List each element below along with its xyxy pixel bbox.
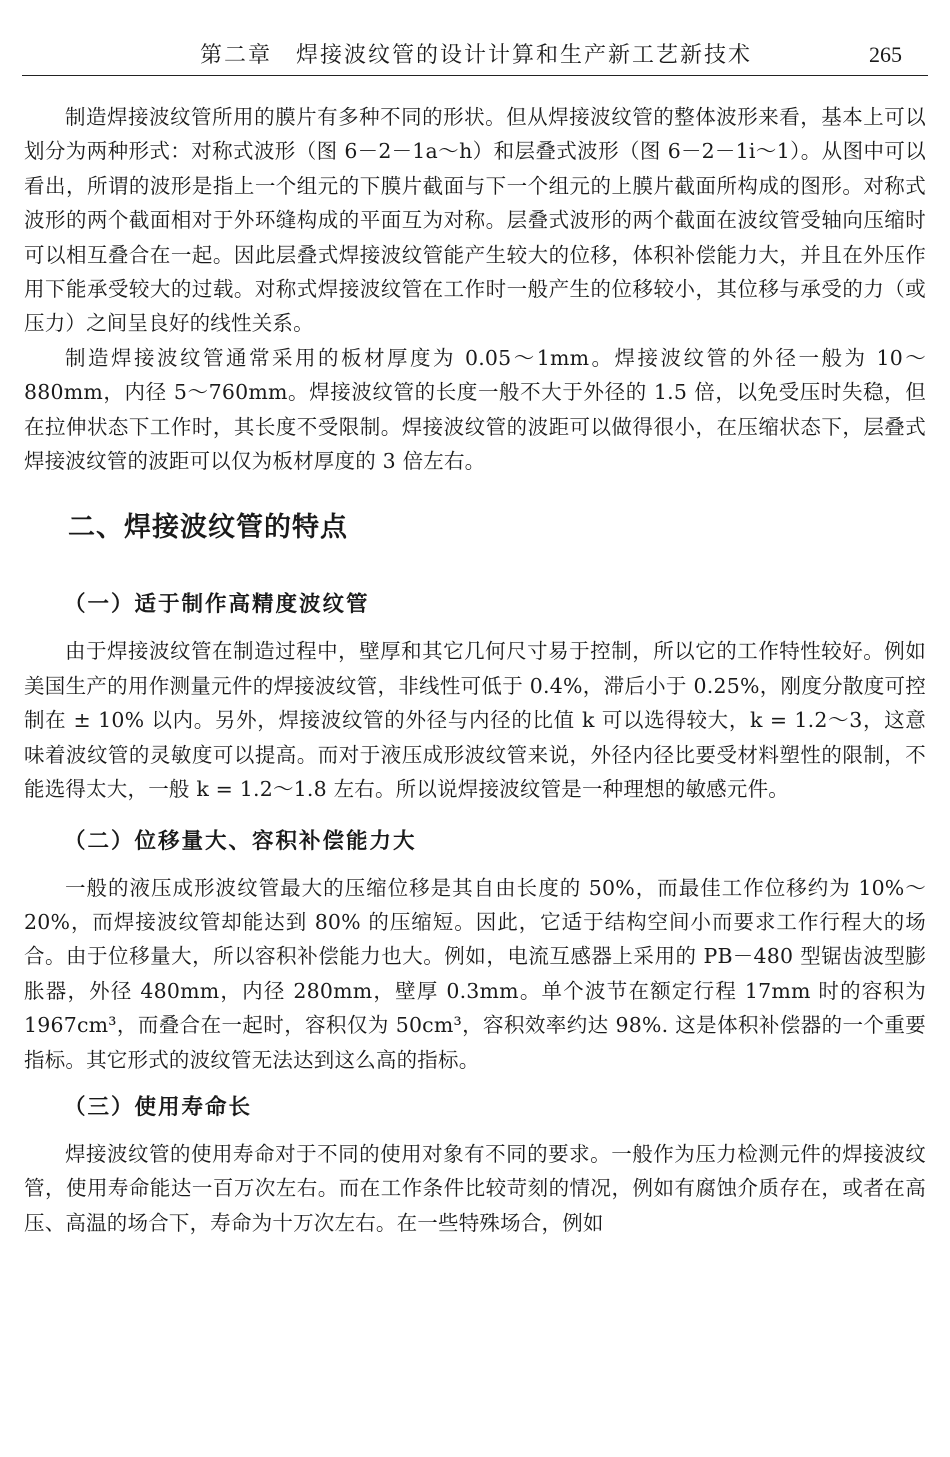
page-number: 265 xyxy=(869,42,902,67)
running-header xyxy=(22,34,928,72)
section-heading: 二、焊接波纹管的特点 xyxy=(68,512,348,544)
spacer xyxy=(24,1077,926,1091)
spacer xyxy=(24,807,926,825)
paragraph-large-displacement: 一般的液压成形波纹管最大的压缩位移是其自由长度的 50%，而最佳工作位移约为 10%～20%，而焊接波纹管却能达到 80% 的压缩短。因此，它适于结构空间小而要求工作行程大的场合。由于位移量大，所以容积补偿能力也大。例如，电流互感器上采用的 PB－480 型锯齿波型膨胀器，外径 480mm，内径 280mm，壁厚 0.3mm。单个波节在额定行程 17mm 时的容积为 1967cm³，而叠合在一起时，容积仅为 50cm³，容积效率约达 98%. 这是体积补偿器的一个重要指标。其它形式的波纹管无法达到这么高的指标。 xyxy=(24,875,926,1072)
paragraph-high-precision: 由于焊接波纹管在制造过程中，壁厚和其它几何尺寸易于控制，所以它的工作特性较好。例如美国生产的用作测量元件的焊接波纹管，非线性可低于 0.4%，滞后小于 0.25%，刚度分散度可控制在 ± 10% 以内。另外，焊接波纹管的外径与内径的比值 k 可以选得较大，k = 1.2～3，这意味着波纹管的灵敏度可以提高。而对于液压成形波纹管来说，外径内径比要受材料塑性的限制，不能选得太大，一般 k = 1.2～1.8 左右。所以说焊接波纹管是一种理想的敏感元件。 xyxy=(24,639,926,802)
subheading-large-displacement: （二）位移量大、容积补偿能力大 xyxy=(64,828,417,854)
subheading-high-precision: （一）适于制作高精度波纹管 xyxy=(64,592,370,618)
paragraph-waveform-types: 制造焊接波纹管所用的膜片有多种不同的形状。但从焊接波纹管的整体波形来看，基本上可以划分为两种形式：对称式波形（图 6－2－1a～h）和层叠式波形（图 6－2－1i～1）。从图中可以看出，所谓的波形是指上一个组元的下膜片截面与下一个组元的上膜片截面所构成的图形。对称式波形的两个截面相对于外环缝构成的平面互为对称。层叠式波形的两个截面在波纹管受轴向压缩时可以相互叠合在一起。因此层叠式焊接波纹管能产生较大的位移，体积补偿能力大，并且在外压作用下能承受较大的过载。对称式焊接波纹管在工作时一般产生的位移较小，其位移与承受的力（或压力）之间呈良好的线性关系。 xyxy=(24,105,926,336)
body-text xyxy=(24,100,926,1240)
spacer xyxy=(24,478,926,508)
spacer xyxy=(24,1125,926,1137)
paragraph-long-life: 焊接波纹管的使用寿命对于不同的使用对象有不同的要求。一般作为压力检测元件的焊接波纹管，使用寿命能达一百万次左右。而在工作条件比较苛刻的情况，例如有腐蚀介质存在，或者在高压、高温的场合下，寿命为十万次左右。在一些特殊场合，例如 xyxy=(24,1141,926,1235)
subheading-long-life: （三）使用寿命长 xyxy=(64,1094,253,1120)
paragraph-dimensions: 制造焊接波纹管通常采用的板材厚度为 0.05～1mm。焊接波纹管的外径一般为 10～880mm，内径 5～760mm。焊接波纹管的长度一般不大于外径的 1.5 倍，以免受压时失稳，但在拉伸状态下工作时，其长度不受限制。焊接波纹管的波距可以做得很小，在压缩状态下，层叠式焊接波纹管的波距可以仅为板材厚度的 3 倍左右。 xyxy=(24,345,926,474)
chapter-title: 第二章 焊接波纹管的设计计算和生产新工艺新技术 xyxy=(200,43,753,68)
header-rule xyxy=(22,75,928,76)
spacer xyxy=(24,622,926,634)
spacer xyxy=(24,548,926,588)
spacer xyxy=(24,859,926,871)
